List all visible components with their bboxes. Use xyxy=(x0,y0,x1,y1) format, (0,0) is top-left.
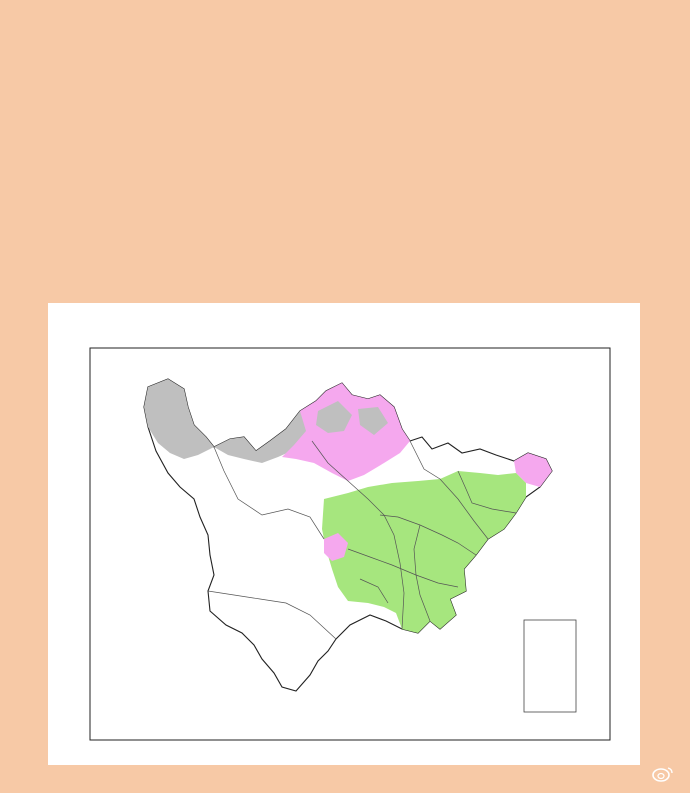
precipitation-forecast-map xyxy=(48,303,640,765)
weibo-icon xyxy=(652,766,674,782)
map-legend xyxy=(524,620,576,712)
weibo-watermark xyxy=(652,764,678,785)
